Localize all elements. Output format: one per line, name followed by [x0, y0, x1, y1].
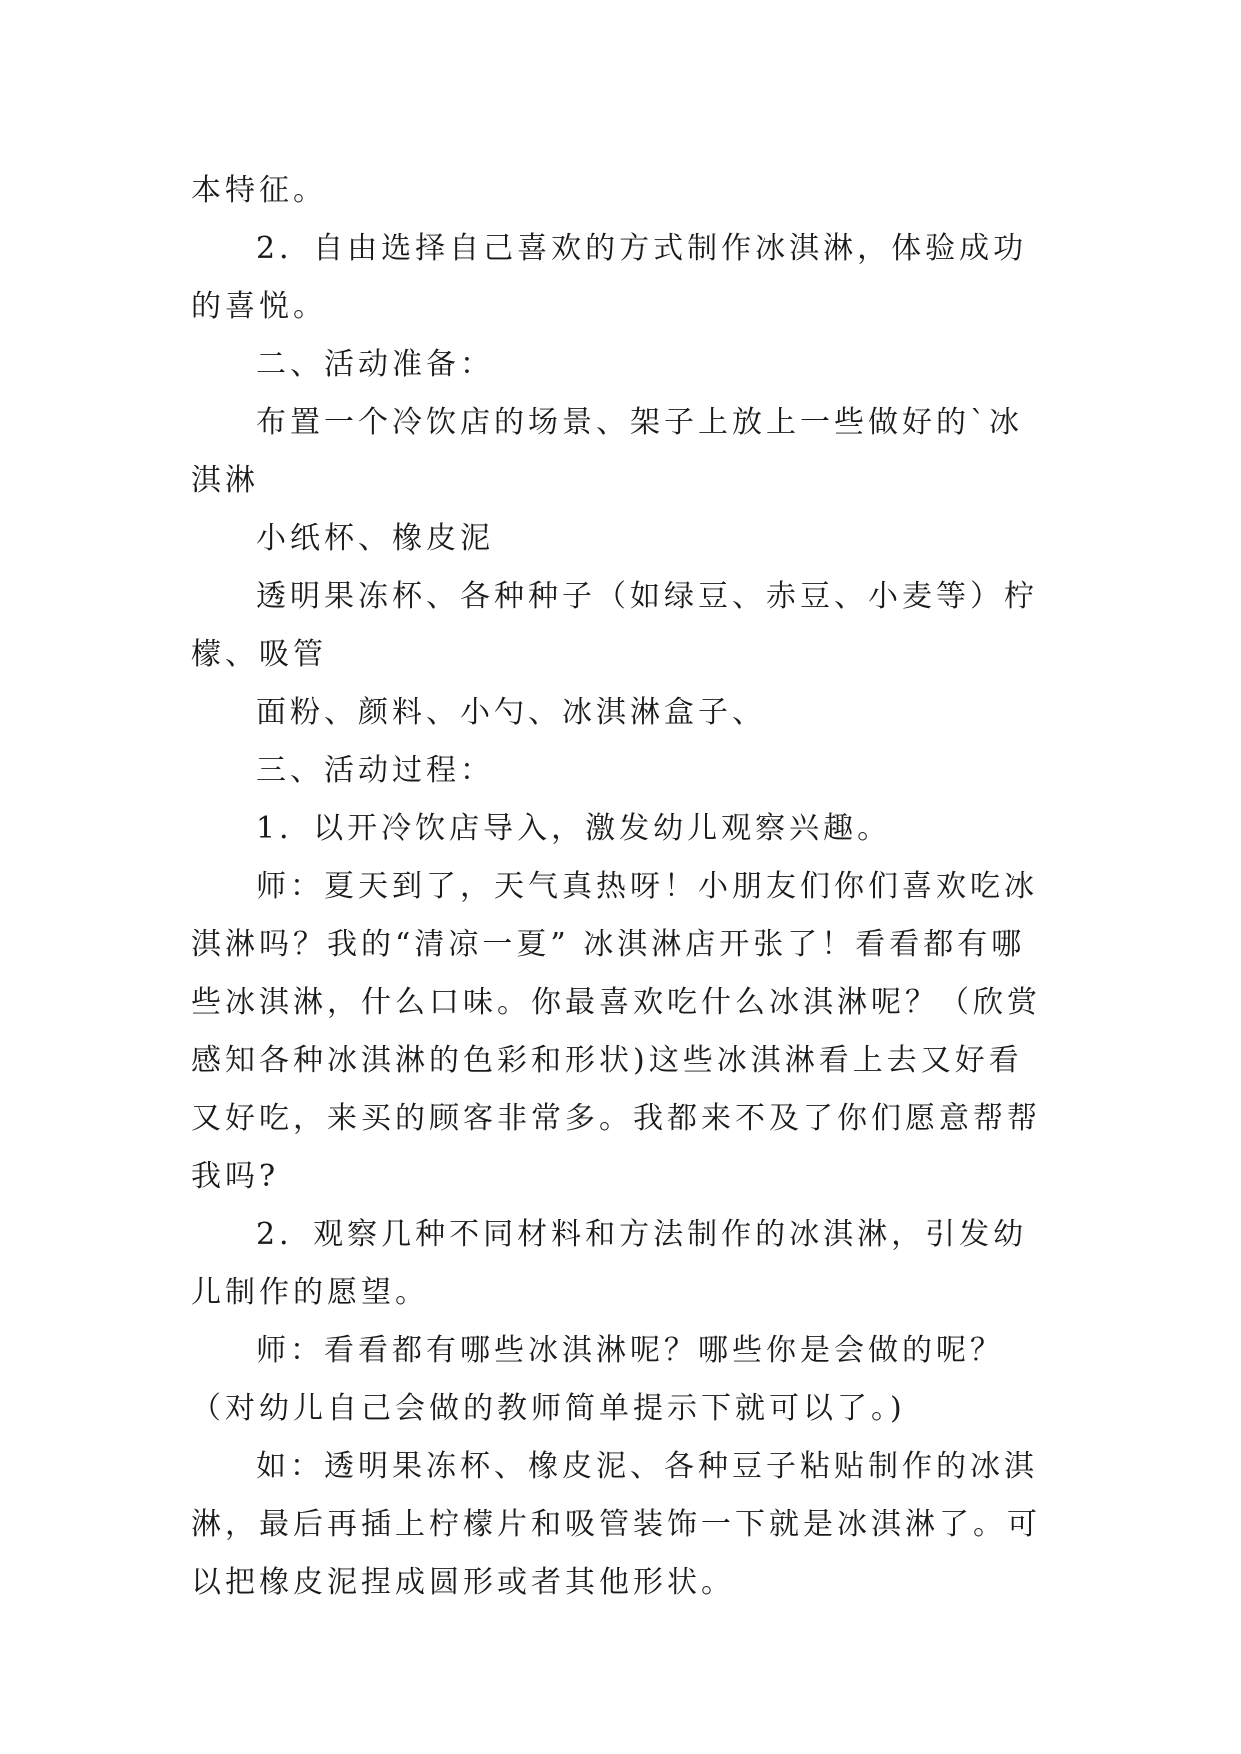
paragraph-2: 2．自由选择自己喜欢的方式制作冰淇淋，体验成功的喜悦。	[191, 231, 1028, 324]
paragraph-4: 布置一个冷饮店的场景、架子上放上一些做好的`冰淇淋	[191, 405, 1023, 498]
paragraph-9: 1．以开冷饮店导入，激发幼儿观察兴趣。	[256, 811, 892, 846]
paragraph-10: 师：夏天到了，天气真热呀！小朋友们你们喜欢吃冰淇淋吗？我的“清凉一夏” 冰淇淋店开张了！看看都有哪些冰淇淋，什么口味。你最喜欢吃什么冰淇淋呢？（欣赏感知各种冰淇淋的色彩和形状)这些冰淇淋看上去又好看又好吃，来买的顾客非常多。我都来不及了你们愿意帮帮我吗?	[191, 869, 1041, 1194]
section-heading-process: 三、活动过程：	[256, 753, 494, 788]
paragraph-7: 面粉、颜料、小勺、冰淇淋盒子、	[256, 695, 766, 730]
paragraph-5: 小纸杯、橡皮泥	[256, 521, 494, 556]
paragraph-6: 透明果冻杯、各种种子（如绿豆、赤豆、小麦等）柠檬、吸管	[191, 579, 1038, 672]
paragraph-13: 如：透明果冻杯、橡皮泥、各种豆子粘贴制作的冰淇淋，最后再插上柠檬片和吸管装饰一下就是冰淇淋了。可以把橡皮泥捏成圆形或者其他形状。	[191, 1449, 1041, 1600]
paragraph-1: 本特征。	[191, 173, 327, 208]
document-body	[191, 162, 1051, 1612]
section-heading-preparation: 二、活动准备：	[256, 347, 494, 382]
paragraph-11: 2．观察几种不同材料和方法制作的冰淇淋，引发幼儿制作的愿望。	[191, 1217, 1028, 1310]
paragraph-12: 师：看看都有哪些冰淇淋呢？哪些你是会做的呢？（对幼儿自己会做的教师简单提示下就可以了。)	[191, 1333, 1004, 1426]
